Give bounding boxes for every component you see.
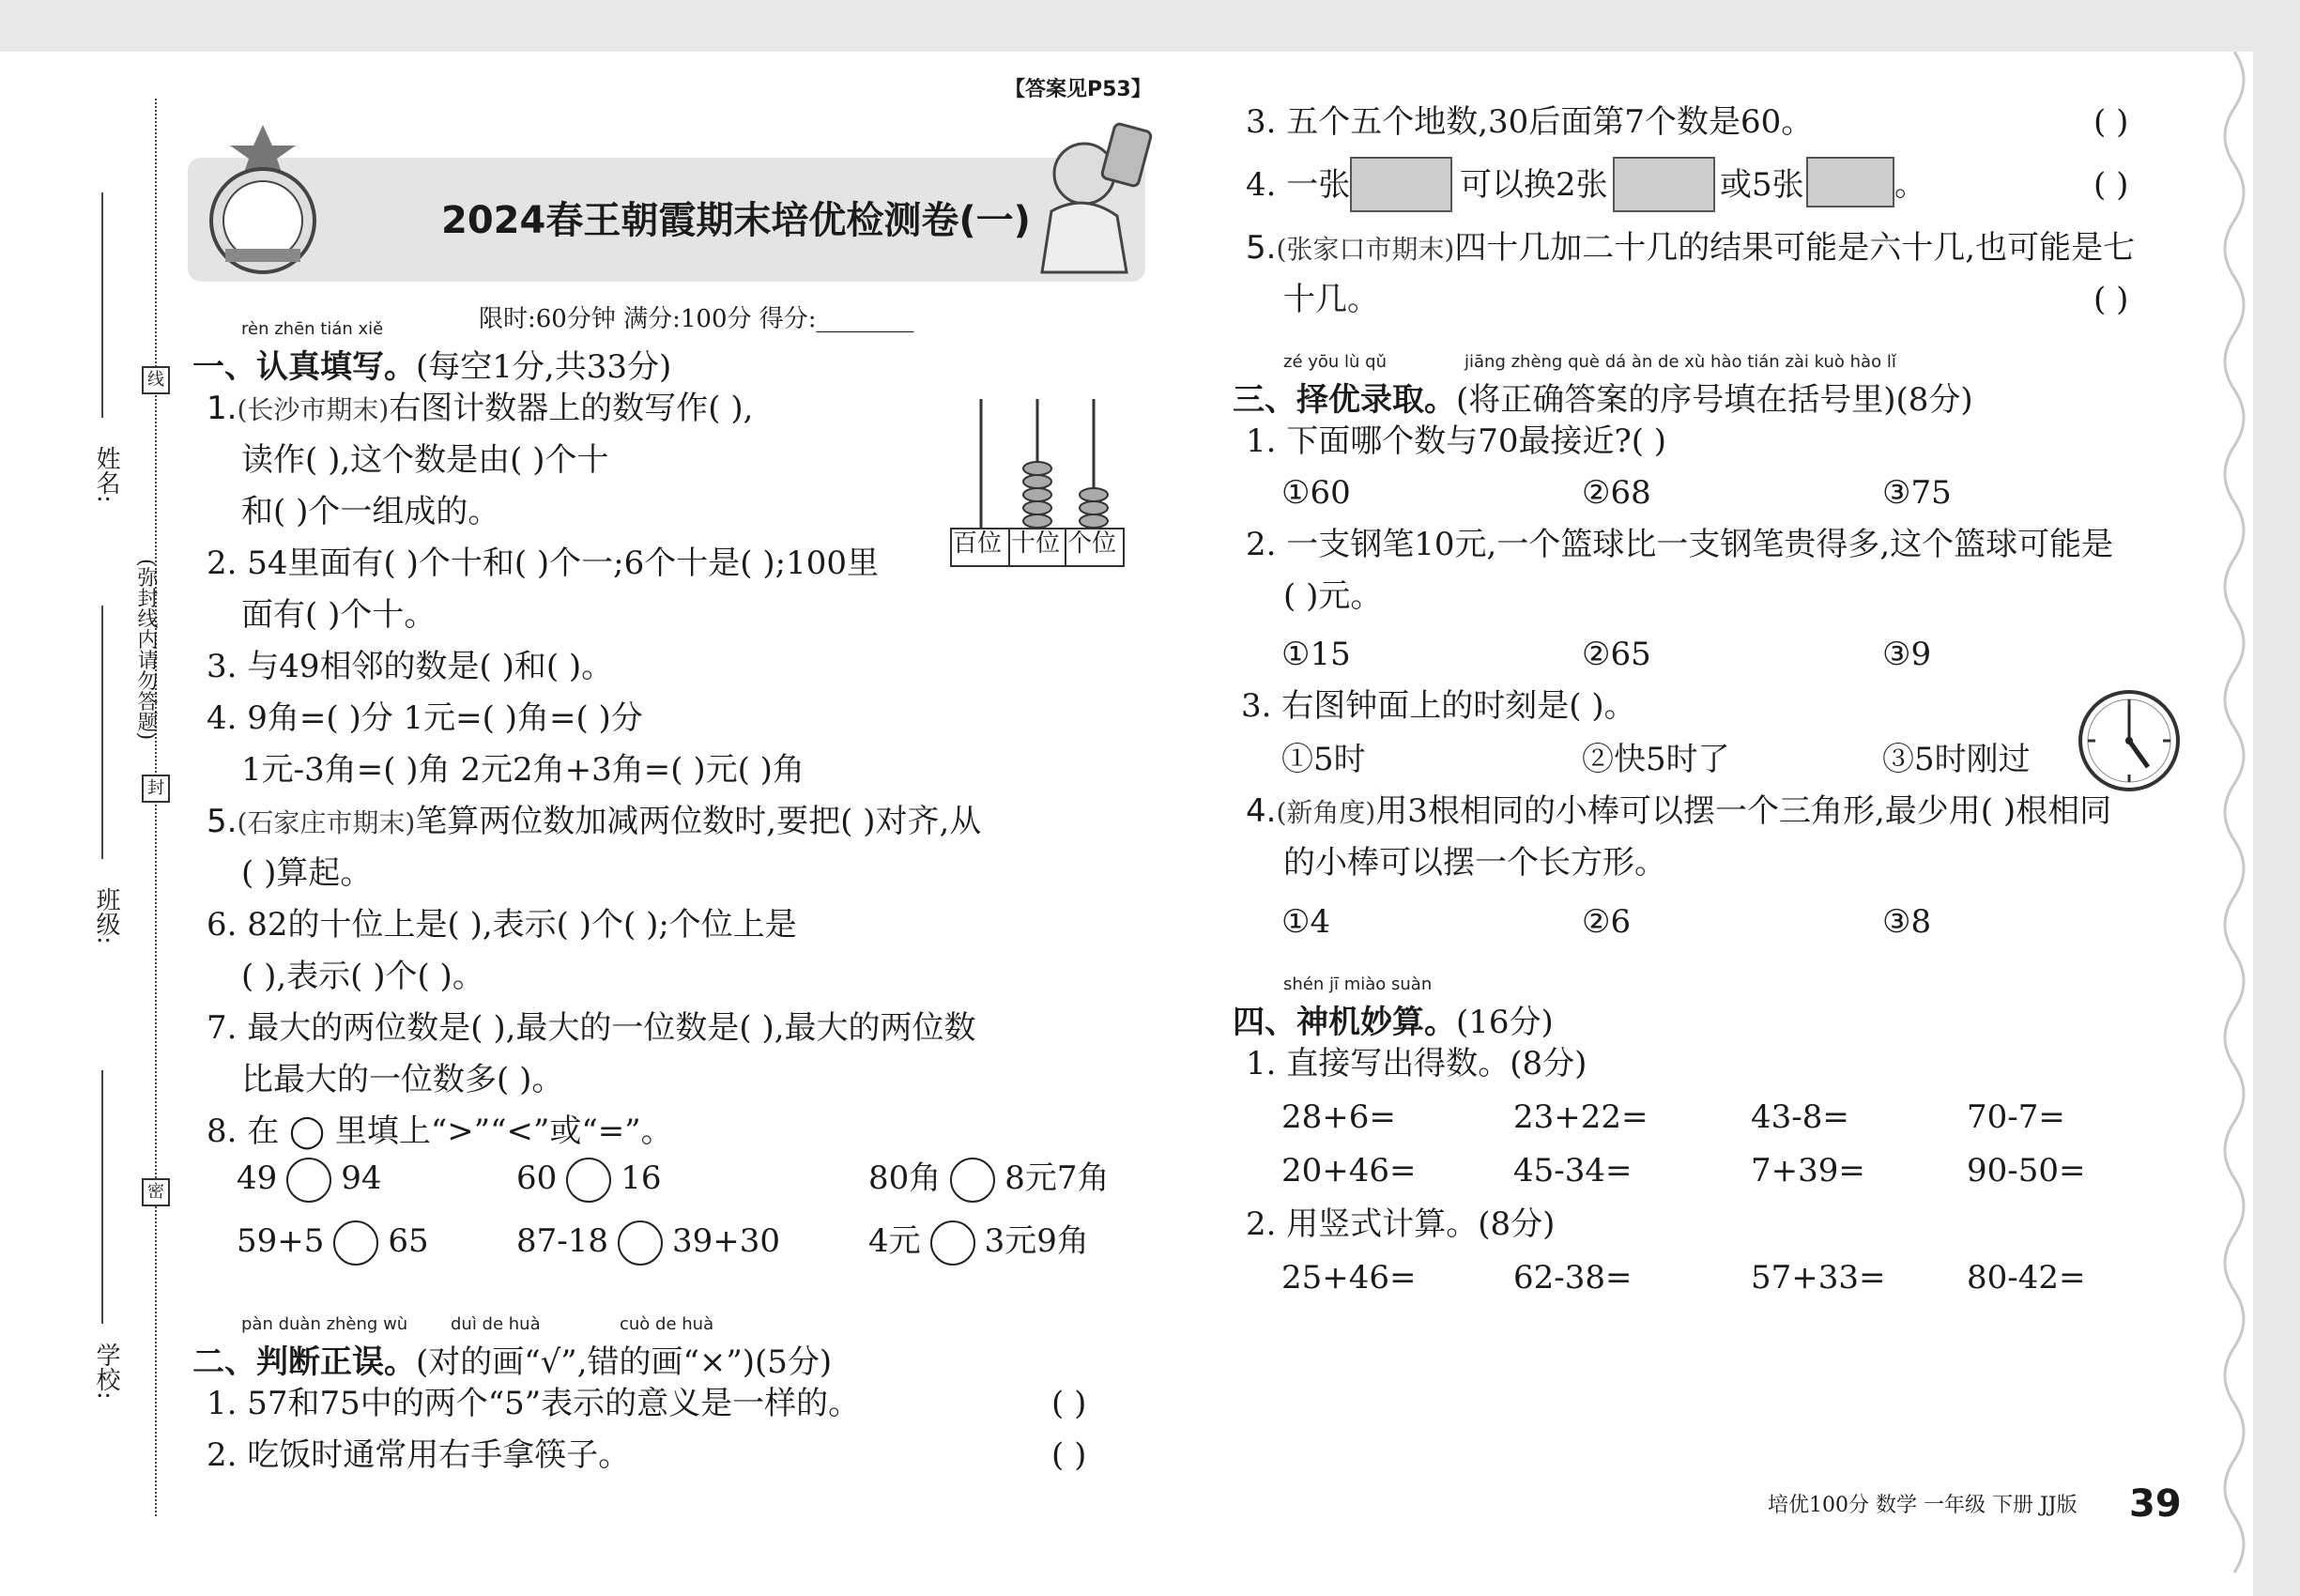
s3-q1: 1. 下面哪个数与70最接近?( ) bbox=[1246, 422, 1667, 460]
s3-q3-opt3[interactable]: ③5时刚过 bbox=[1882, 741, 2031, 778]
banknote-10-yuan bbox=[1350, 157, 1452, 212]
calc-item: 23+22= bbox=[1513, 1098, 1648, 1136]
s3-q4-opt1[interactable]: ①4 bbox=[1281, 903, 1331, 941]
s3-q3-opt1[interactable]: ①5时 bbox=[1281, 741, 1366, 778]
calc-item: 43-8= bbox=[1751, 1098, 1849, 1136]
s1-q1-line1: 1.(长沙市期末)右图计数器上的数写作( ), bbox=[207, 390, 754, 427]
compare-item-5: 87-18 39+30 bbox=[516, 1220, 780, 1266]
s3-q2-opt1[interactable]: ①15 bbox=[1281, 636, 1351, 673]
abacus-label-hundreds: 百位 bbox=[953, 529, 1003, 558]
s3-q2-line1: 2. 一支钢笔10元,一个篮球比一支钢笔贵得多,这个篮球可能是 bbox=[1246, 526, 2114, 563]
s1-q7-line2: 比最大的一位数多( )。 bbox=[241, 1061, 564, 1098]
seal-notice: (弥封线内请勿答题) bbox=[134, 559, 158, 741]
s3-q1-opt2[interactable]: ②68 bbox=[1582, 474, 1651, 512]
s3-q4-opt3[interactable]: ③8 bbox=[1882, 903, 1932, 941]
school-blank[interactable] bbox=[101, 1070, 103, 1324]
compare-item-2: 60 16 bbox=[516, 1158, 662, 1203]
s3-q2-opt2[interactable]: ②65 bbox=[1582, 636, 1651, 673]
binding-line bbox=[155, 99, 157, 1516]
page-edge-wave bbox=[2216, 52, 2272, 1596]
vertical-calc-item: 62-38= bbox=[1513, 1259, 1633, 1297]
s1-q6-line1: 6. 82的十位上是( ),表示( )个( );个位上是 bbox=[207, 906, 797, 944]
seal-mark-dense: 密 bbox=[142, 1178, 170, 1206]
s2-q2: 2. 吃饭时通常用右手拿筷子。 bbox=[207, 1436, 631, 1474]
page-number: 39 bbox=[2129, 1482, 2182, 1526]
s2-q5-line1: 5.(张家口市期末)四十几加二十几的结果可能是六十几,也可能是七 bbox=[1246, 229, 2136, 267]
s3-q2-opt3[interactable]: ③9 bbox=[1882, 636, 1932, 673]
s2-q1: 1. 57和75中的两个“5”表示的意义是一样的。 bbox=[207, 1385, 861, 1422]
s1-q1-line3: 和( )个一组成的。 bbox=[241, 493, 500, 530]
s4-q1: 1. 直接写出得数。(8分) bbox=[1246, 1045, 1587, 1082]
s1-q4-line2: 1元-3角=( )角 2元2角+3角=( )元( )角 bbox=[241, 751, 805, 789]
s1-q1-line2: 读作( ),这个数是由( )个十 bbox=[241, 441, 609, 479]
s2-q5-answer[interactable]: ( ) bbox=[2093, 281, 2129, 318]
calc-item: 28+6= bbox=[1281, 1098, 1396, 1136]
s1-pinyin: rèn zhēn tián xiě bbox=[241, 319, 384, 339]
s2-q4-answer[interactable]: ( ) bbox=[2093, 166, 2129, 204]
s2-q3-answer[interactable]: ( ) bbox=[2093, 103, 2129, 141]
s2-q5-line2: 十几。 bbox=[1283, 281, 1379, 318]
s4-q2: 2. 用竖式计算。(8分) bbox=[1246, 1205, 1556, 1243]
s2-pinyin-3: cuò de huà bbox=[620, 1314, 714, 1334]
s1-q3: 3. 与49相邻的数是( )和( )。 bbox=[207, 648, 614, 685]
banknote-5-yuan bbox=[1613, 157, 1715, 212]
s1-q5-line2: ( )算起。 bbox=[241, 854, 373, 892]
exam-sheet bbox=[0, 52, 2253, 1596]
s1-q8: 8. 在 ◯ 里填上“>”“<”或“=”。 bbox=[207, 1113, 673, 1150]
banknote-2-yuan bbox=[1806, 157, 1894, 207]
s2-pinyin-1: pàn duàn zhèng wù bbox=[241, 1314, 408, 1334]
clock-face-icon bbox=[2077, 688, 2182, 793]
name-blank[interactable] bbox=[101, 192, 103, 418]
s3-title: 三、择优录取。(将正确答案的序号填在括号里)(8分) bbox=[1233, 381, 1973, 419]
abacus-label-tens: 十位 bbox=[1011, 529, 1061, 558]
s1-q2-line2: 面有( )个十。 bbox=[241, 596, 437, 634]
s2-title: 二、判断正误。(对的画“√”,错的画“×”)(5分) bbox=[192, 1343, 833, 1381]
compare-circle[interactable] bbox=[286, 1158, 331, 1203]
s1-q5-line1: 5.(石家庄市期末)笔算两位数加减两位数时,要把( )对齐,从 bbox=[207, 803, 982, 840]
abacus-label-ones: 个位 bbox=[1067, 529, 1117, 558]
s3-pinyin-2: jiāng zhèng què dá àn de xù hào tián zài kuò hào lǐ bbox=[1464, 352, 1896, 372]
compare-circle[interactable] bbox=[566, 1158, 611, 1203]
exam-title: 2024春王朝霞期末培优检测卷(一) bbox=[441, 199, 1031, 242]
s4-pinyin: shén jī miào suàn bbox=[1283, 974, 1433, 994]
s2-q2-answer[interactable]: ( ) bbox=[1051, 1436, 1087, 1474]
footer-text: 培优100分 数学 一年级 下册 JJ版 bbox=[1768, 1494, 2078, 1517]
compare-circle[interactable] bbox=[950, 1158, 995, 1203]
compare-circle[interactable] bbox=[333, 1220, 378, 1266]
s1-title: 一、认真填写。(每空1分,共33分) bbox=[192, 348, 672, 386]
class-label: 班级: bbox=[92, 887, 120, 944]
s3-q1-opt1[interactable]: ①60 bbox=[1281, 474, 1351, 512]
compare-item-1: 49 94 bbox=[237, 1158, 382, 1203]
s2-q3: 3. 五个五个地数,30后面第7个数是60。 bbox=[1246, 103, 1814, 141]
calc-item: 7+39= bbox=[1751, 1152, 1865, 1189]
s2-q4-part4: 。 bbox=[1894, 166, 1926, 204]
vertical-calc-item: 57+33= bbox=[1751, 1259, 1886, 1297]
s4-title: 四、神机妙算。(16分) bbox=[1233, 1004, 1554, 1041]
s2-pinyin-2: duì de huà bbox=[451, 1314, 541, 1334]
exam-limits: 限时:60分钟 满分:100分 得分:________ bbox=[479, 305, 914, 333]
seal-mark-seal: 封 bbox=[142, 775, 170, 803]
vertical-calc-item: 25+46= bbox=[1281, 1259, 1417, 1297]
seal-mark-line: 线 bbox=[142, 366, 170, 394]
s3-q1-opt3[interactable]: ③75 bbox=[1882, 474, 1952, 512]
s1-q4-line1: 4. 9角=( )分 1元=( )角=( )分 bbox=[207, 699, 643, 737]
calc-item: 45-34= bbox=[1513, 1152, 1633, 1189]
compare-circle[interactable] bbox=[618, 1220, 663, 1266]
vertical-calc-item: 80-42= bbox=[1967, 1259, 2086, 1297]
s3-q4-opt2[interactable]: ②6 bbox=[1582, 903, 1632, 941]
s3-q4-line1: 4.(新角度)用3根相同的小棒可以摆一个三角形,最少用( )根相同 bbox=[1246, 792, 2112, 830]
compare-circle[interactable] bbox=[930, 1220, 975, 1266]
s2-q4-part1: 4. 一张 bbox=[1246, 166, 1351, 204]
s3-q3-opt2[interactable]: ②快5时了 bbox=[1582, 741, 1730, 778]
s1-q7-line1: 7. 最大的两位数是( ),最大的一位数是( ),最大的两位数 bbox=[207, 1009, 976, 1047]
name-label: 姓名: bbox=[92, 446, 120, 503]
s3-q4-line2: 的小棒可以摆一个长方形。 bbox=[1283, 844, 1666, 882]
calc-item: 20+46= bbox=[1281, 1152, 1417, 1189]
answer-ref: 【答案见P53】 bbox=[1004, 78, 1152, 101]
class-blank[interactable] bbox=[101, 606, 103, 859]
s1-q6-line2: ( ),表示( )个( )。 bbox=[241, 958, 484, 995]
compare-item-4: 59+5 65 bbox=[237, 1220, 429, 1266]
s3-q3: 3. 右图钟面上的时刻是( )。 bbox=[1241, 687, 1636, 725]
cartoon-boy-illustration bbox=[995, 108, 1164, 286]
s2-q4-part3: 或5张 bbox=[1720, 166, 1804, 204]
s2-q1-answer[interactable]: ( ) bbox=[1051, 1385, 1087, 1422]
brand-logo bbox=[202, 117, 324, 277]
calc-item: 90-50= bbox=[1967, 1152, 2086, 1189]
s3-pinyin-1: zé yōu lù qǔ bbox=[1283, 352, 1388, 372]
calc-item: 70-7= bbox=[1967, 1098, 2065, 1136]
compare-item-6: 4元 3元9角 bbox=[868, 1220, 1089, 1266]
compare-item-3: 80角 8元7角 bbox=[868, 1158, 1110, 1203]
school-label: 学校: bbox=[92, 1343, 120, 1400]
s2-q4-part2: 可以换2张 bbox=[1460, 166, 1608, 204]
s3-q2-line2: ( )元。 bbox=[1283, 577, 1383, 615]
s1-q2-line1: 2. 54里面有( )个十和( )个一;6个十是( );100里 bbox=[207, 545, 879, 582]
